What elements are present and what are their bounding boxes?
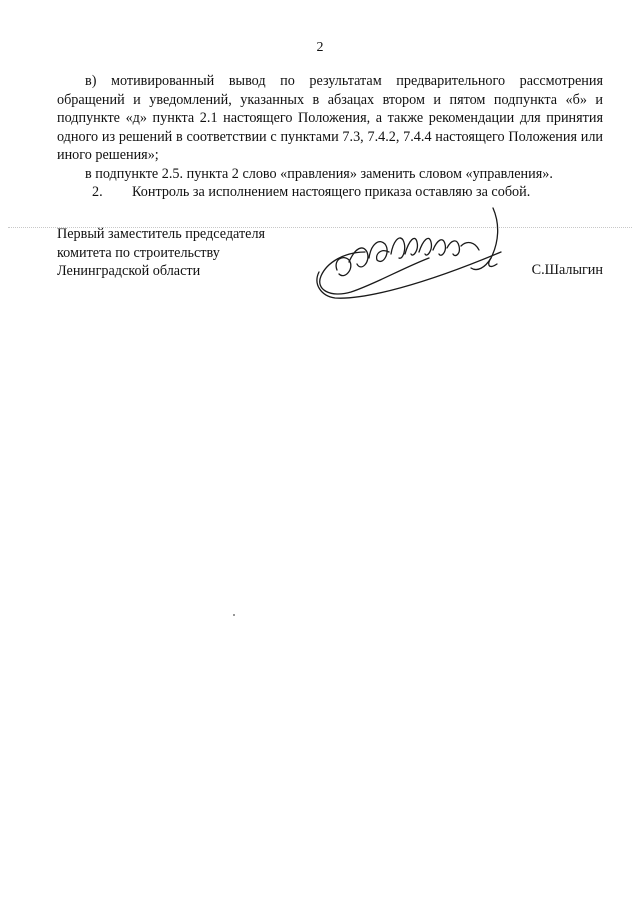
scan-speck [233, 614, 235, 616]
signatory-title-line: Первый заместитель председателя [57, 226, 266, 242]
signer-name: С.Шалыгин [531, 262, 603, 278]
page-number: 2 [316, 40, 324, 55]
signatory-title-line: комитета по строительству [57, 244, 220, 261]
paragraph-amendment: в подпункте 2.5. пункта 2 слово «правления» заменить словом «управления». [85, 165, 553, 182]
handwritten-signature [305, 200, 520, 310]
document-body [57, 72, 603, 202]
paragraph-conclusion: в) мотивированный вывод по результатам предварительного рассмотрения обращений и уведомлений, указанных в абзацах втором и пятом подпункта «б» и подпункте «д» пункта 2.1 настоящего Положения, а также рекомендации для принятия одного из решений в соответствии с пунктами 7.3, 7.4.2, 7.4.4 настоящего Положения или иного решения»; [57, 73, 603, 163]
signatory-title [57, 225, 265, 281]
numbered-item [57, 183, 603, 202]
numbered-item-text: Контроль за исполнением настоящего приказа оставляю за собой. [132, 184, 531, 200]
numbered-item-number: 2. [92, 184, 103, 200]
signatory-title-line: Ленинградской области [57, 263, 201, 279]
